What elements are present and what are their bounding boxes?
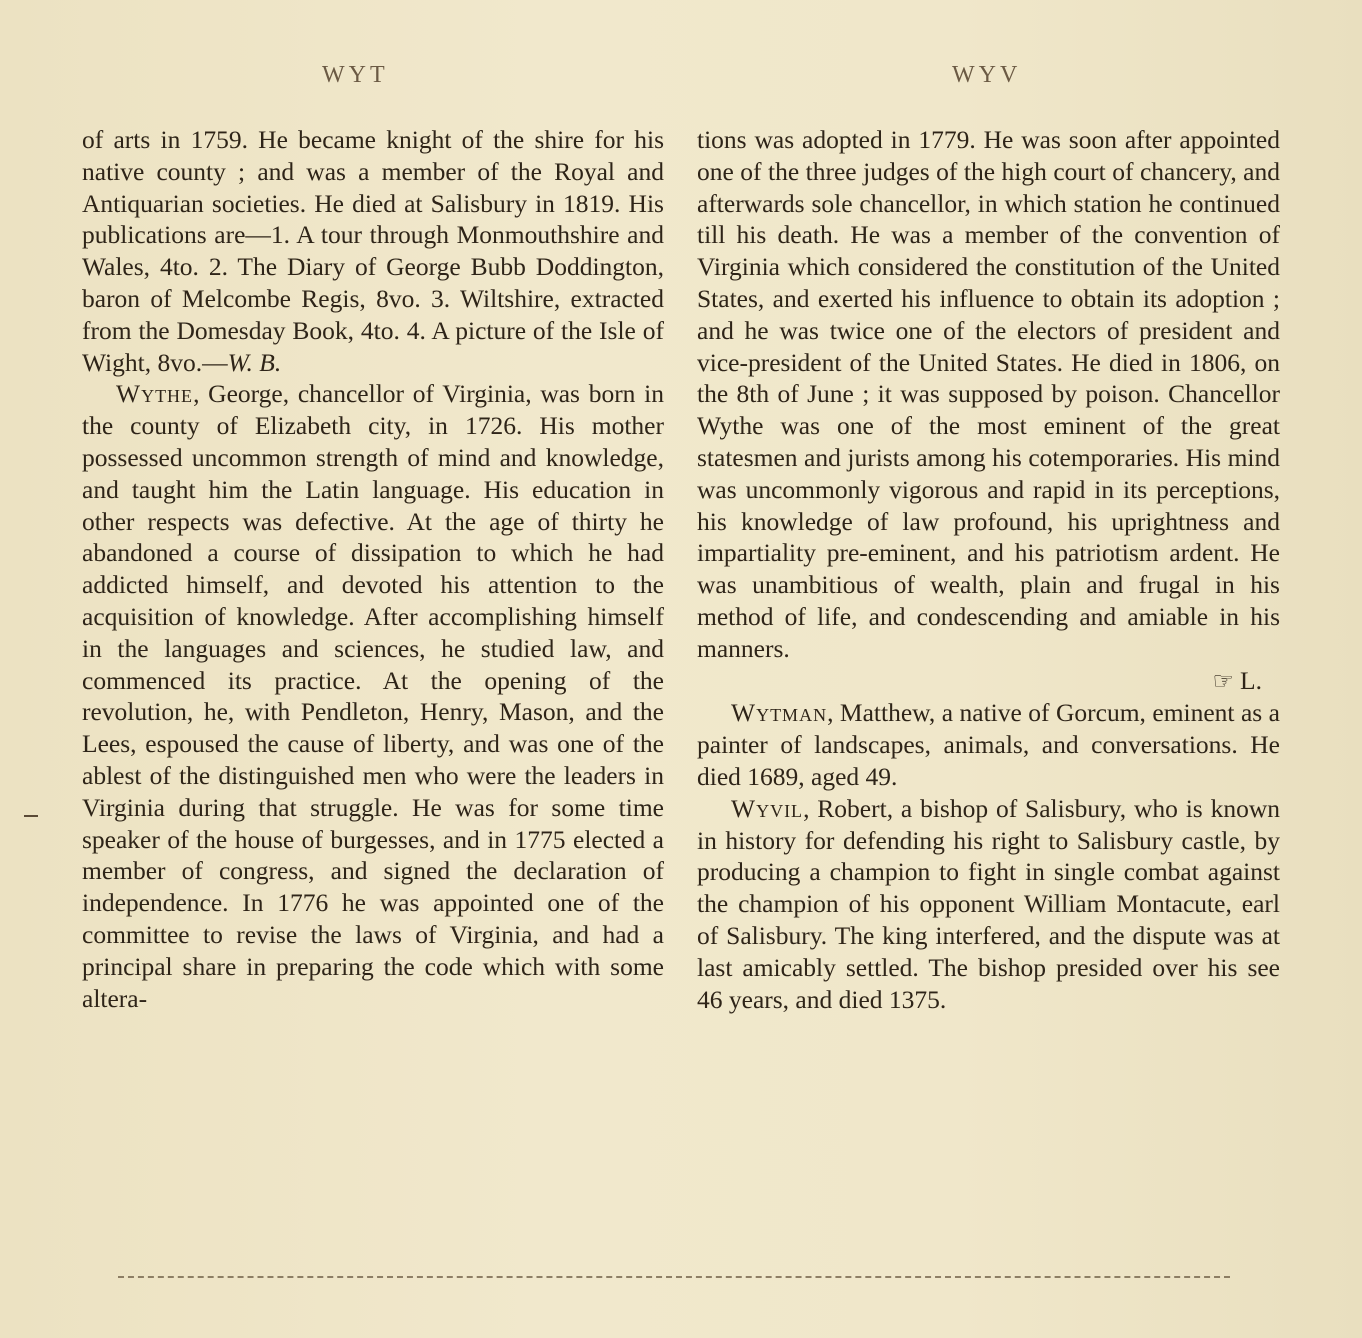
entry-text: , Robert, a bishop of Salisbury, who is known in history for defending his right to Salisbury castle, by producing a champion to fight in single combat against the champion of his opponent William Montacute, earl of Salisbury. The king interfered, and the dispute was at last amicably settled. The bishop presided over his see 46 years, and died 1375. xyxy=(697,793,1280,1014)
author-initials: W. B. xyxy=(227,347,282,377)
entry-text: , Matthew, a native of Gorcum, eminent as a painter of landscapes, animals, and conversations. He died 1689, aged 49. xyxy=(697,698,1280,791)
entry-text: , George, chancellor of Virginia, was born in the county of Elizabeth city, in 1726. His mother possessed uncommon strength of mind and knowledge, and taught him the Latin language. His education in other respects was defective. At the age of thirty he abandoned a course of dissipation to which he had addicted himself, and devoted his attention to the acquisition of knowledge. After accomplishing himself in the languages and sciences, he studied law, and commenced its practice. At the opening of the revolution, he, with Pendleton, Henry, Mason, and the Lees, espoused the cause of liberty, and was one of the ablest of the distinguished men who were the leaders in Virginia during that struggle. He was for some time speaker of the house of burgesses, and in 1775 elected a member of congress, and signed the declaration of independence. In 1776 he was appointed one of the committee to revise the laws of Virginia, and had a principal share in preparing the code which with some altera- xyxy=(82,379,664,1013)
left-column xyxy=(82,124,664,1014)
running-head-right: WYV xyxy=(952,62,1022,88)
margin-mark xyxy=(24,815,38,817)
entry-headword: Wyvil xyxy=(731,793,804,823)
running-head-left: WYT xyxy=(322,62,389,88)
continuation-text: of arts in 1759. He became knight of the shire for his native county ; and was a member of the Royal and Antiquarian societies. He died at Salisbury in 1819. His publications are—1. A tour through Monmouthshire and Wales, 4to. 2. The Diary of George Bubb Doddington, baron of Melcombe Regis, 8vo. 3. Wiltshire, extracted from the Domesday Book, 4to. 4. A picture of the Isle of Wight, 8vo.— xyxy=(82,125,664,377)
right-column xyxy=(697,124,1280,1015)
entry-wytman xyxy=(697,697,1280,792)
entry-headword: Wythe xyxy=(116,379,194,409)
entry-continuation xyxy=(82,124,664,378)
entry-wythe xyxy=(82,378,664,1014)
entry-headword: Wytman xyxy=(731,698,828,728)
entry-wyvil xyxy=(697,793,1280,1016)
signature-line xyxy=(697,665,1280,698)
footer-rule xyxy=(118,1276,1230,1278)
signature: L. xyxy=(1240,665,1262,695)
entry-text: tions was adopted in 1779. He was soon after appointed one of the three judges of the high court of chancery, and afterwards sole chancellor, in which station he continued till his death. He was a member of the convention of Virginia which considered the constitution of the United States, and exerted his influence to obtain its adoption ; and he was twice one of the electors of president and vice-president of the United States. He died in 1806, on the 8th of June ; it was supposed by poison. Chancellor Wythe was one of the most eminent of the great statesmen and jurists among his cotemporaries. His mind was uncommonly vigorous and rapid in its perceptions, his knowledge of law profound, his uprightness and impartiality pre-eminent, and his patriotism ardent. He was unambitious of wealth, plain and frugal in his method of life, and condescending and amiable in his manners. xyxy=(697,125,1280,663)
pointing-hand-icon: ☞ xyxy=(1212,666,1235,695)
entry-wythe-continued xyxy=(697,124,1280,665)
